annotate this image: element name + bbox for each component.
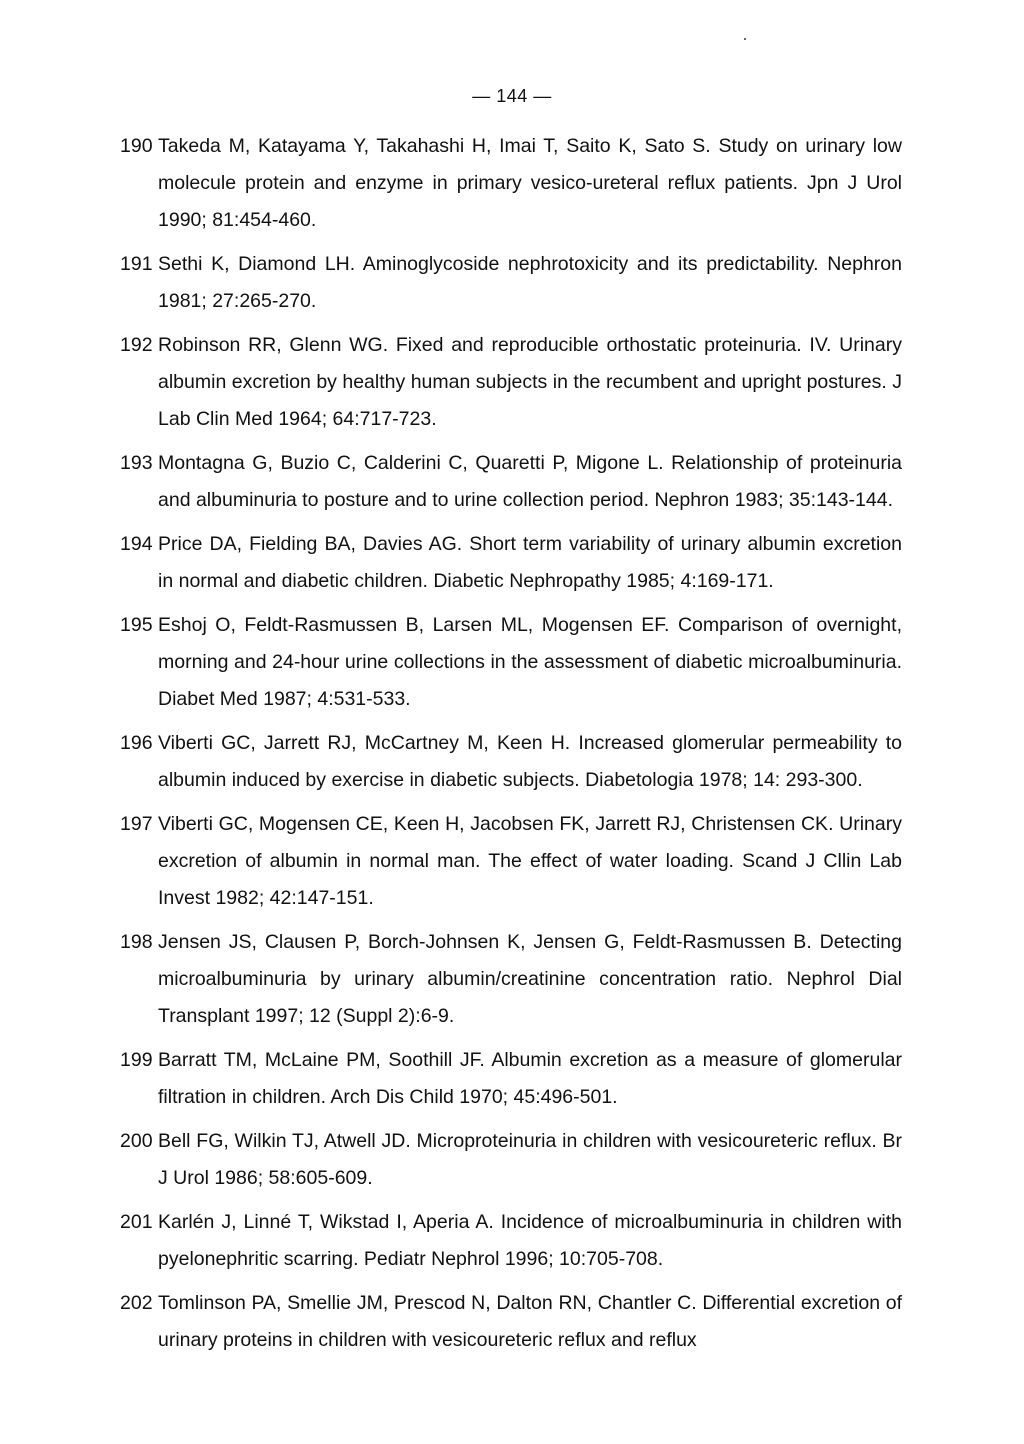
reference-item [120,607,902,718]
reference-text: Montagna G, Buzio C, Calderini C, Quaretti P, Migone L. Relationship of proteinuria and albuminuria to posture and to urine collection period. Nephron 1983; 35:143-144. [158,452,902,511]
reference-text: Takeda M, Katayama Y, Takahashi H, Imai T, Saito K, Sato S. Study on urinary low molecule protein and enzyme in primary vesico-ureteral reflux patients. Jpn J Urol 1990; 81:454-460. [158,135,902,231]
reference-text: Tomlinson PA, Smellie JM, Prescod N, Dalton RN, Chantler C. Differential excretion of urinary proteins in children with vesicoureteric reflux and reflux [158,1292,902,1351]
reference-text: Eshoj O, Feldt-Rasmussen B, Larsen ML, Mogensen EF. Comparison of overnight, morning and 24-hour urine collections in the assessment of diabetic microalbuminuria. Diabet Med 1987; 4:531-533. [158,614,902,710]
reference-item [120,1123,902,1197]
reference-text: Viberti GC, Mogensen CE, Keen H, Jacobsen FK, Jarrett RJ, Christensen CK. Urinary excretion of albumin in normal man. The effect of water loading. Scand J Cllin Lab Invest 1982; 42:147-151. [158,813,902,909]
reference-text: Robinson RR, Glenn WG. Fixed and reproducible orthostatic proteinuria. IV. Urinary albumin excretion by healthy human subjects in the recumbent and upright postures. J Lab Clin Med 1964; 64:717-723. [158,334,902,430]
reference-text: Viberti GC, Jarrett RJ, McCartney M, Keen H. Increased glomerular permeability to albumin induced by exercise in diabetic subjects. Diabetologia 1978; 14: 293-300. [158,732,902,791]
reference-text: Price DA, Fielding BA, Davies AG. Short term variability of urinary albumin excretion in normal and diabetic children. Diabetic Nephropathy 1985; 4:169-171. [158,533,902,592]
reference-item [120,445,902,519]
reference-item [120,246,902,320]
reference-number: 194 [120,533,153,555]
reference-number: 197 [120,813,153,835]
page-number: — 144 — [472,86,552,106]
reference-item [120,1042,902,1116]
reference-item [120,327,902,438]
reference-item [120,128,902,239]
reference-text: Karlén J, Linné T, Wikstad I, Aperia A. Incidence of microalbuminuria in children with pyelonephritic scarring. Pediatr Nephrol 1996; 10:705-708. [158,1211,902,1270]
reference-number: 198 [120,931,153,953]
reference-text: Jensen JS, Clausen P, Borch-Johnsen K, Jensen G, Feldt-Rasmussen B. Detecting microalbuminuria by urinary albumin/creatinine concentration ratio. Nephrol Dial Transplant 1997; 12 (Suppl 2):6-9. [158,931,902,1027]
reference-number: 201 [120,1211,153,1233]
reference-item [120,725,902,799]
reference-number: 192 [120,334,153,356]
reference-number: 195 [120,614,153,636]
reference-item [120,1204,902,1278]
reference-text: Bell FG, Wilkin TJ, Atwell JD. Microproteinuria in children with vesicoureteric reflux. Br J Urol 1986; 58:605-609. [158,1130,902,1189]
reference-text: Barratt TM, McLaine PM, Soothill JF. Albumin excretion as a measure of glomerular filtration in children. Arch Dis Child 1970; 45:496-501. [158,1049,902,1108]
reference-list [120,128,902,1366]
reference-item [120,806,902,917]
reference-number: 193 [120,452,153,474]
reference-number: 190 [120,135,153,157]
reference-item [120,924,902,1035]
reference-number: 196 [120,732,153,754]
reference-number: 202 [120,1292,153,1314]
reference-number: 191 [120,253,153,275]
reference-item [120,526,902,600]
reference-number: 200 [120,1130,153,1152]
scan-speck [744,38,746,40]
reference-number: 199 [120,1049,153,1071]
reference-text: Sethi K, Diamond LH. Aminoglycoside nephrotoxicity and its predictability. Nephron 1981; 27:265-270. [158,253,902,312]
reference-item [120,1285,902,1359]
